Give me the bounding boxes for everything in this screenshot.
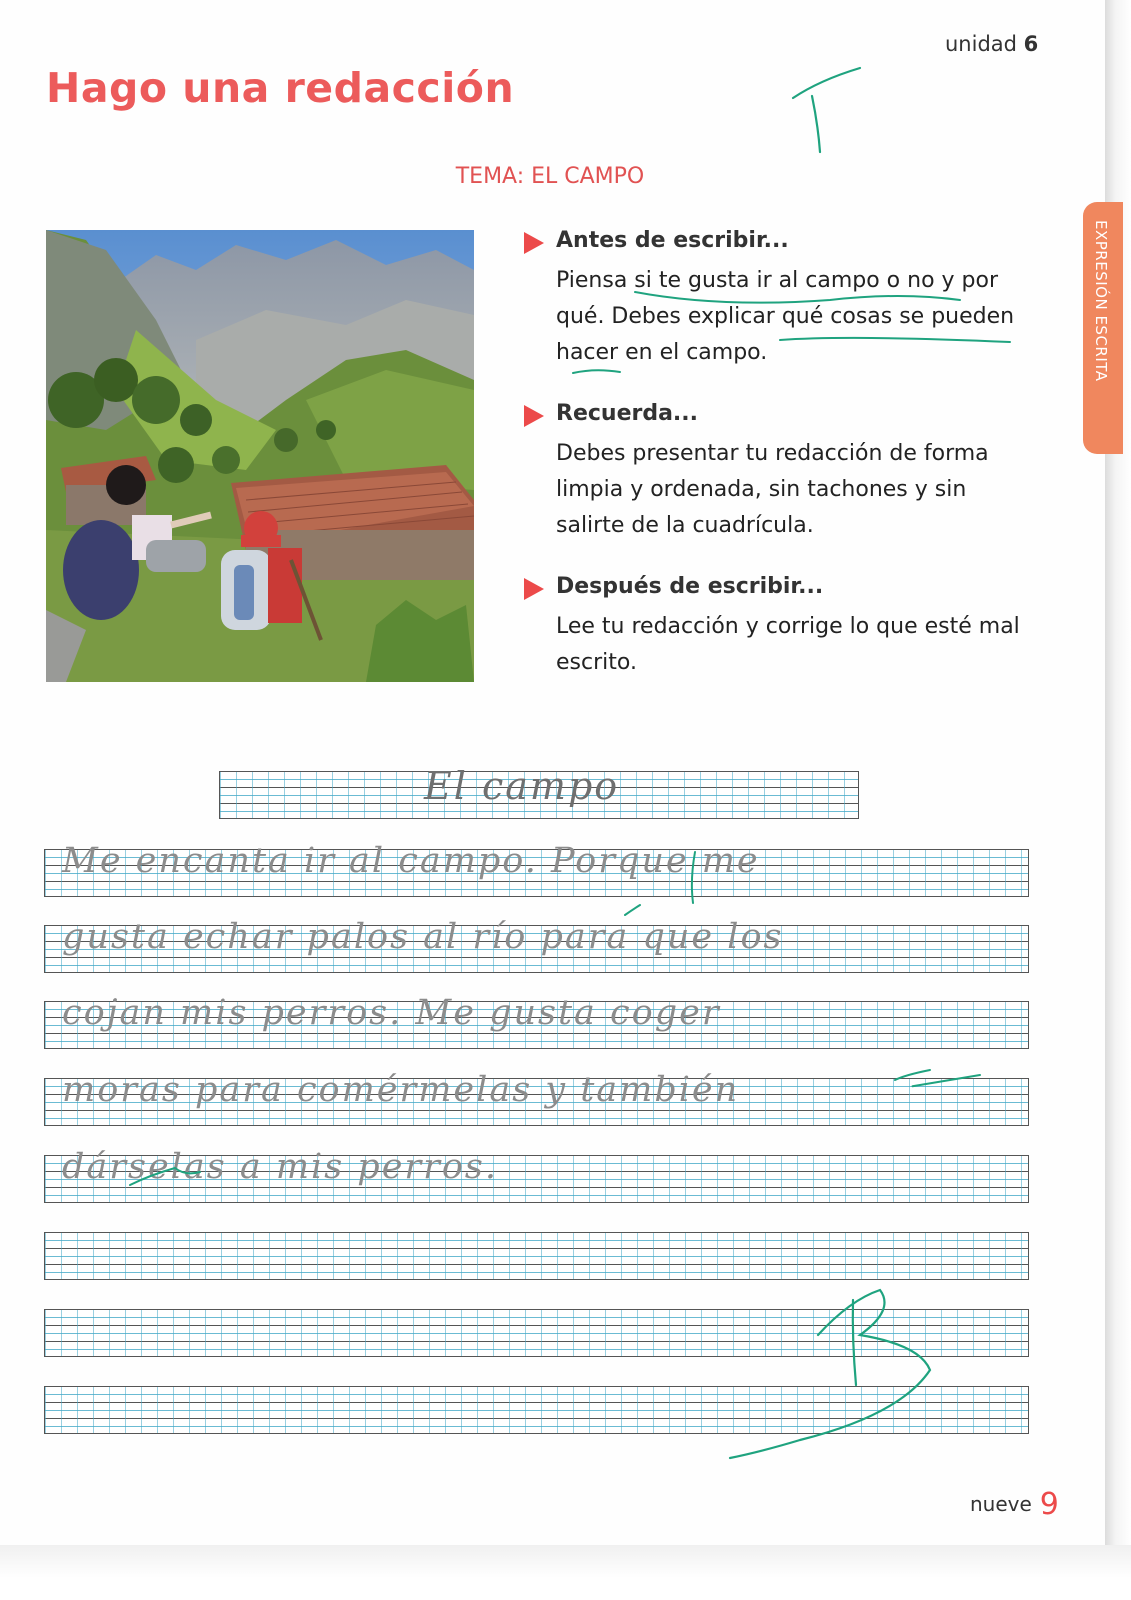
- page-number-word: nueve: [970, 1492, 1032, 1516]
- essay-line: moras para comérmelas y también: [62, 1070, 740, 1110]
- countryside-photo-illustration: [46, 230, 474, 682]
- writing-grid-row: [44, 1232, 1029, 1280]
- remember-heading: Recuerda...: [556, 401, 699, 426]
- side-tab-label: EXPRESIÓN ESCRITA: [1092, 220, 1110, 382]
- writing-grid-row: [44, 1386, 1029, 1434]
- red-triangle-icon: [524, 405, 544, 427]
- unit-label: unidad 6: [945, 32, 1039, 56]
- unit-number: 6: [1023, 32, 1039, 56]
- page-footer: [970, 1487, 1059, 1522]
- essay-line: Me encanta ir al campo. Porque me: [62, 841, 760, 881]
- section-side-tab: [1083, 202, 1123, 454]
- after-writing-heading: Después de escribir...: [556, 574, 824, 599]
- topic-label: TEMA: EL CAMPO: [455, 164, 645, 189]
- page-number: 9: [1039, 1487, 1059, 1522]
- essay-title: El campo: [424, 764, 620, 808]
- before-writing-section: [520, 225, 1040, 371]
- before-writing-heading: Antes de escribir...: [556, 228, 789, 253]
- after-writing-section: [520, 571, 1040, 681]
- writing-grid-row: [44, 1309, 1029, 1357]
- essay-line: gusta echar palos al río para que los: [62, 917, 784, 957]
- remember-section: [520, 398, 1040, 544]
- before-writing-text: Piensa si te gusta ir al campo o no y por qué. Debes explicar qué cosas se pueden hacer en el campo.: [556, 268, 1015, 365]
- essay-line: dárselas a mis perros.: [62, 1147, 499, 1187]
- essay-line: cojan mis perros. Me gusta coger: [62, 993, 721, 1033]
- red-triangle-icon: [524, 232, 544, 254]
- countryside-photo: [46, 230, 474, 682]
- after-writing-text: Lee tu redacción y corrige lo que esté mal escrito.: [556, 614, 1020, 675]
- remember-text: Debes presentar tu redacción de forma limpia y ordenada, sin tachones y sin salirte de la cuadrícula.: [556, 441, 989, 538]
- page-bottom-shadow: [0, 1545, 1131, 1600]
- red-triangle-icon: [524, 578, 544, 600]
- page-title: Hago una redacción: [46, 64, 515, 112]
